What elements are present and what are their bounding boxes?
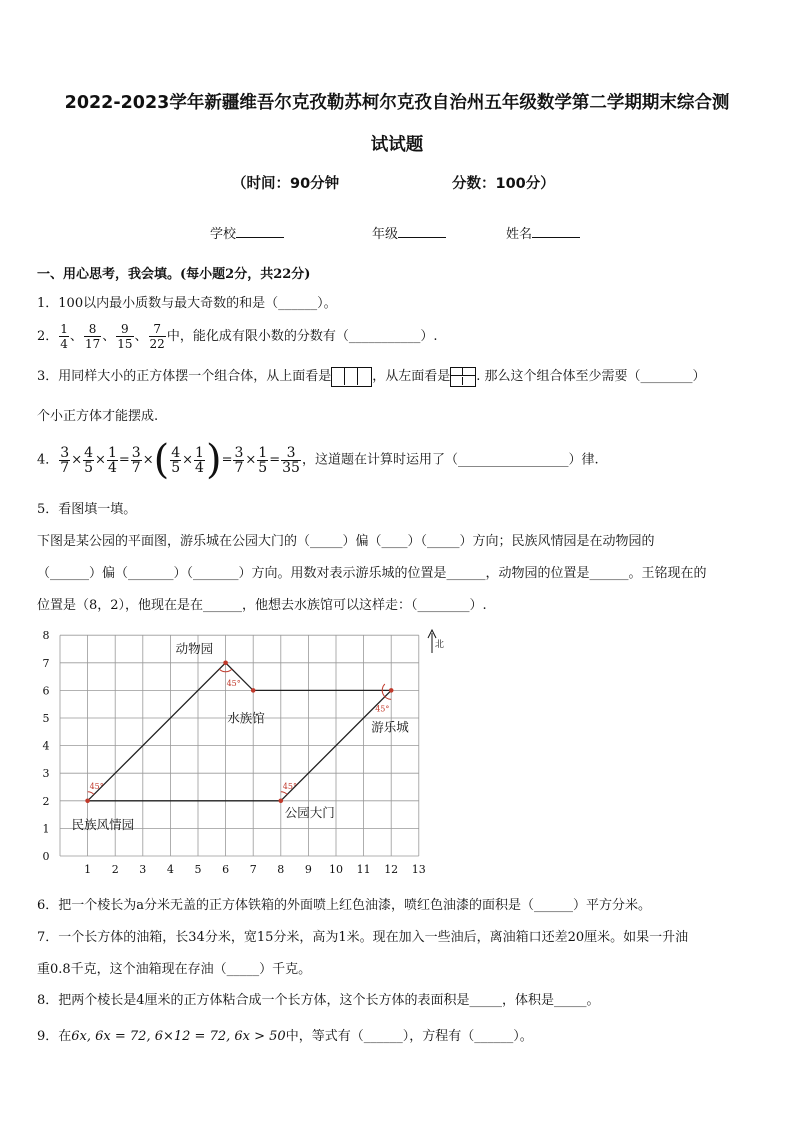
question-9 [37, 1025, 533, 1044]
map-point [389, 688, 394, 693]
question-5-line3: 位置是（8，2），他现在是在______，他想去水族馆可以这样走：（________）. [37, 598, 487, 613]
angle-arc [281, 792, 287, 795]
fraction: $\frac{4}{5}$ [84, 444, 94, 476]
map-point [223, 661, 228, 666]
question-5-line1: 下图是某公园的平面图，游乐城在公园大门的（_____）偏（____）（_____）方向；民族风情园是在动物园的 [37, 534, 655, 549]
page-title-cont: 试试题 [370, 135, 424, 155]
question-3 [37, 365, 706, 387]
x-tick-label: 10 [329, 863, 343, 876]
left-view-grid [450, 367, 476, 387]
question-5-line2: （______）偏（_______）（_______）方向。用数对表示游乐城的位置是______，动物园的位置是______。王铭现在的 [37, 566, 707, 581]
y-tick-label: 7 [42, 656, 50, 670]
map-point [251, 688, 256, 693]
question-5: 5．看图填一填。 [37, 502, 137, 517]
map-point [279, 799, 284, 804]
fraction: $\frac{3}{7}$ [60, 444, 70, 476]
x-tick-label: 13 [411, 863, 426, 876]
name-label: 姓名 [506, 227, 533, 242]
section-heading: 一、用心思考，我会填。(每小题2分，共22分) [37, 267, 311, 282]
school-blank[interactable] [236, 225, 284, 238]
fraction: $\frac{3}{35}$ [282, 444, 300, 476]
x-tick-label: 2 [111, 863, 119, 876]
fraction: $\frac{1}{4}$ [60, 322, 68, 351]
grade-label: 年级 [372, 227, 399, 242]
q2-suffix: 中，能化成有限小数的分数有（___________）. [166, 329, 438, 344]
angle-label: 45° [282, 781, 297, 791]
q9-expression: 6x, 6x = 72, 6×12 = 72, 6x > 50 [71, 1029, 286, 1044]
fraction: $\frac{1}{5}$ [258, 444, 268, 476]
y-tick-label: 6 [42, 684, 50, 698]
y-tick-label: 4 [42, 739, 50, 753]
map-point [85, 799, 90, 804]
y-tick-label: 2 [42, 794, 50, 808]
school-field[interactable] [210, 223, 284, 242]
x-tick-label: 1 [84, 863, 92, 876]
question-7-line1: 7．一个长方体的油箱，长34分米，宽15分米，高为1米。现在加入一些油后，离油箱口还差20厘米。如果一升油 [37, 930, 689, 945]
x-tick-label: 4 [166, 863, 174, 876]
x-tick-label: 3 [139, 863, 147, 876]
x-tick-label: 6 [222, 863, 230, 876]
question-2: 2． $\frac{1}{4}$ 、 $\frac{8}{17}$ 、 $\frac{9}{15}$ 、 $\frac{7}{22}$ 中，能化成有限小数的分数有（___________）. [37, 322, 438, 351]
question-6: 6．把一个棱长为a分米无盖的正方体铁箱的外面喷上红色油漆，喷红色油漆的面积是（______）平方分米。 [37, 898, 652, 913]
name-field[interactable] [506, 223, 580, 242]
y-tick-label: 3 [42, 767, 50, 781]
y-tick-label: 8 [42, 629, 50, 643]
grade-blank[interactable] [398, 225, 446, 238]
y-tick-label: 5 [42, 712, 50, 725]
north-label: 北 [435, 640, 445, 650]
fraction: $\frac{1}{4}$ [107, 444, 117, 476]
question-3-cont: 个小正方体才能摆成. [37, 409, 159, 424]
q9-prefix: 9．在 [37, 1029, 72, 1044]
angle-label: 45° [89, 781, 104, 791]
angle-arc [88, 792, 94, 795]
question-1: 1．100以内最小质数与最大奇数的和是（______）。 [37, 296, 337, 311]
angle-label: 45° [375, 704, 390, 714]
fraction: $\frac{4}{5}$ [171, 444, 181, 476]
q3-text-b: ，从左面看是 [372, 369, 451, 384]
x-tick-label: 11 [356, 863, 371, 876]
grade-field[interactable] [372, 223, 446, 242]
fraction: $\frac{9}{15}$ [117, 322, 133, 351]
question-4: 4． $\frac{3}{7}$ × $\frac{4}{5}$ × $\frac{1}{4}$ = $\frac{3}{7}$ ×( $\frac{4}{5}$ × $\frac{1}{4}$ )= $\frac{3}{7}$ × $\frac{1}{5}$ = $\frac{3}{35}$ ，这道题在计算时运用了（_________________）律. [37, 437, 599, 483]
fraction: $\frac{7}{22}$ [149, 322, 165, 351]
fraction: $\frac{3}{7}$ [131, 444, 141, 476]
x-tick-label: 7 [249, 863, 257, 876]
question-7-line2: 重0.8千克，这个油箱现在存油（_____）千克。 [37, 962, 312, 977]
top-view-grid [331, 367, 372, 387]
point-label: 民族风情园 [71, 816, 135, 832]
point-label: 游乐城 [371, 719, 409, 735]
x-tick-label: 9 [304, 863, 312, 876]
time-label: （时间：90分钟 [232, 176, 340, 192]
y-tick-label: 1 [42, 822, 50, 836]
question-8: 8．把两个棱长是4厘米的正方体粘合成一个长方体，这个长方体的表面积是_____，体积是_____。 [37, 993, 600, 1008]
fraction: $\frac{3}{7}$ [234, 444, 244, 476]
q3-text-c: . 那么这个组合体至少需要（________） [476, 369, 706, 384]
page-title: 2022-2023学年新疆维吾尔克孜勒苏柯尔克孜自治州五年级数学第二学期期末综合测 [64, 93, 730, 113]
name-blank[interactable] [532, 225, 580, 238]
point-label: 公园大门 [284, 804, 335, 820]
x-tick-label: 8 [277, 863, 285, 876]
q9-suffix: 中，等式有（______），方程有（______）。 [285, 1029, 533, 1044]
fraction: $\frac{8}{17}$ [84, 322, 101, 351]
point-label: 水族馆 [227, 710, 265, 726]
x-tick-label: 12 [384, 863, 399, 876]
score-label: 分数：100分） [452, 176, 555, 192]
fraction: $\frac{1}{4}$ [195, 444, 204, 476]
y-tick-label: 0 [42, 850, 50, 863]
q4-prefix: 4． [37, 452, 59, 468]
angle-label: 45° [226, 678, 241, 688]
school-label: 学校 [210, 227, 237, 242]
q2-prefix: 2． [37, 329, 59, 344]
park-map-chart [30, 625, 470, 880]
q4-suffix: ，这道题在计算时运用了（_________________）律. [301, 452, 599, 468]
point-label: 动物园 [175, 640, 214, 656]
q3-text-a: 3．用同样大小的正方体摆一个组合体，从上面看是 [37, 369, 332, 384]
x-tick-label: 5 [194, 863, 202, 876]
